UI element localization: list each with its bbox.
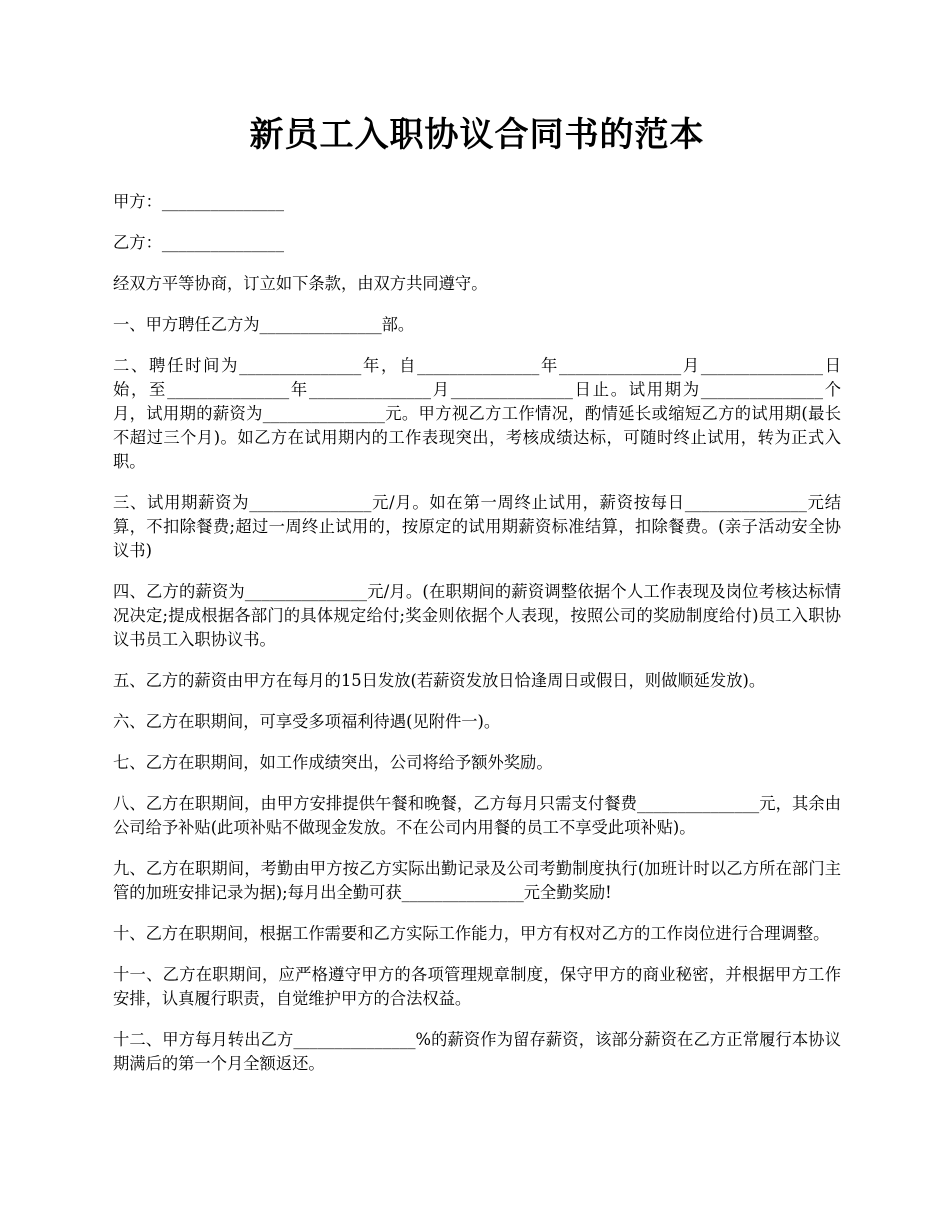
intro-paragraph: 经双方平等协商，订立如下条款，由双方共同遵守。 <box>113 274 488 293</box>
clause-8: 八、乙方在职期间，由甲方安排提供午餐和晚餐，乙方每月只需支付餐费_______________元，其余由公司给予补贴(此项补贴不做现金发放。不在公司内用餐的员工不享受此项补贴)。 <box>113 794 841 837</box>
clause-11: 十一、乙方在职期间，应严格遵守甲方的各项管理规章制度，保守甲方的商业秘密，并根据甲方工作安排，认真履行职责，自觉维护甲方的合法权益。 <box>113 965 841 1008</box>
clause-12: 十二、甲方每月转出乙方_______________%的薪资作为留存薪资，该部分薪资在乙方正常履行本协议期满后的第一个月全额返还。 <box>113 1030 841 1073</box>
party-b-line: 乙方：_______________ <box>113 233 284 252</box>
clause-10: 十、乙方在职期间，根据工作需要和乙方实际工作能力，甲方有权对乙方的工作岗位进行合理调整。 <box>113 924 830 943</box>
clause-4: 四、乙方的薪资为_______________元/月。(在职期间的薪资调整依据个人工作表现及岗位考核达标情况决定;提成根据各部门的具体规定给付;奖金则依据个人表现，按照公司的奖励制度给付)员工入职协议书员工入职协议书。 <box>113 582 841 649</box>
clause-5: 五、乙方的薪资由甲方在每月的15日发放(若薪资发放日恰逢周日或假日，则做顺延发放)。 <box>113 671 766 690</box>
party-a-line: 甲方：_______________ <box>113 192 284 211</box>
clause-7: 七、乙方在职期间，如工作成绩突出，公司将给予额外奖励。 <box>113 753 553 772</box>
clause-3: 三、试用期薪资为_______________元/月。如在第一周终止试用，薪资按每日_______________元结算，不扣除餐费;超过一周终止试用的，按原定的试用期薪资标准结算，扣除餐费。(亲子活动安全协议书) <box>113 493 841 560</box>
clause-1: 一、甲方聘任乙方为_______________部。 <box>113 315 415 334</box>
clause-9: 九、乙方在职期间，考勤由甲方按乙方实际出勤记录及公司考勤制度执行(加班计时以乙方所在部门主管的加班安排记录为据);每月出全勤可获_______________元全勤奖励! <box>113 859 841 902</box>
clause-2: 二、聘任时间为_______________年，自_______________年_______________月_______________日始，至_______________年_______________月_______________日止。试用期为_______________个月，试用期的薪资为_______________元。甲方视乙方工作情况，酌情延长或缩短乙方的试用期(最长不超过三个月)。如乙方在试用期内的工作表现突出，考核成绩达标，可随时终止试用，转为正式入职。 <box>113 356 841 471</box>
document-page <box>113 110 841 1093</box>
document-title: 新员工入职协议合同书的范本 <box>249 115 705 155</box>
clause-6: 六、乙方在职期间，可享受多项福利待遇(见附件一)。 <box>113 712 501 731</box>
